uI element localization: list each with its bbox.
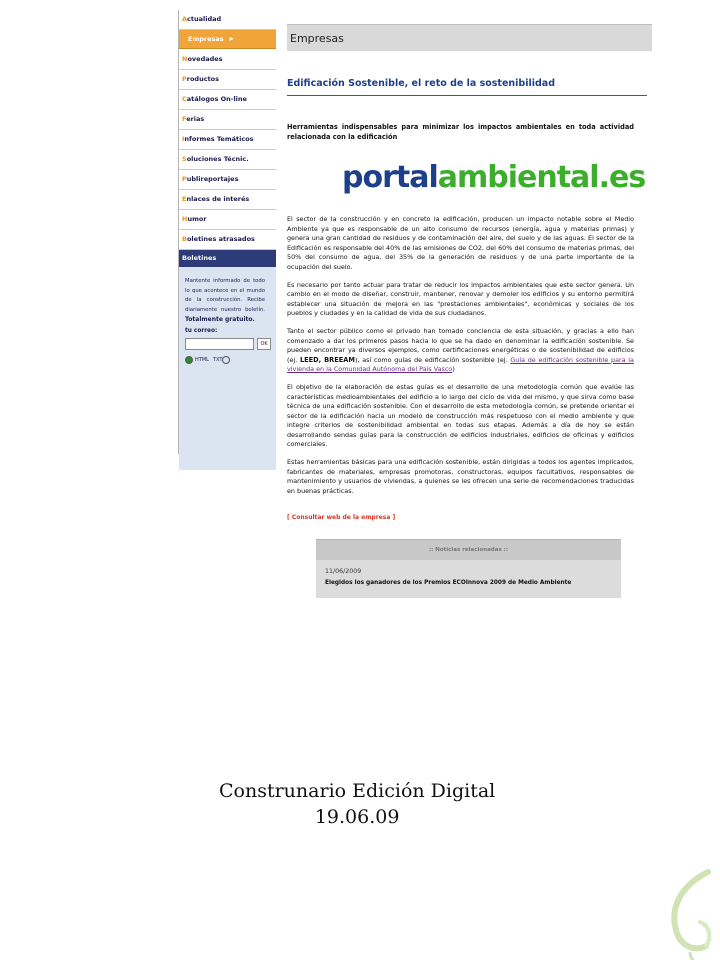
footer-title: Construnario Edición Digital <box>219 780 496 802</box>
nav-mark: P <box>182 175 187 183</box>
newsletter-title: Boletines <box>179 250 276 267</box>
ok-button[interactable]: OK <box>257 338 271 350</box>
sidebar-item-humor[interactable] <box>179 210 276 230</box>
footer-date: 19.06.09 <box>314 806 400 828</box>
nav-label: roductos <box>186 75 220 83</box>
footer-caption <box>219 778 495 830</box>
nav-label: oletines atrasados <box>186 235 255 243</box>
related-news-box <box>316 539 621 598</box>
page-title: Empresas <box>287 24 652 51</box>
arrow-right-icon: ▸ <box>229 34 234 43</box>
newsletter-free-note: Totalmente gratuito. <box>185 316 255 323</box>
article-title: Edificación Sostenible, el reto de la sostenibilidad <box>287 78 647 96</box>
logo-part-ambiental: ambiental.es <box>437 160 646 195</box>
sidebar-item-publireportajes[interactable] <box>179 170 276 190</box>
sidebar <box>178 10 276 454</box>
sidebar-item-enlaces[interactable] <box>179 190 276 210</box>
html-label: HTML <box>195 356 209 363</box>
news-date: 11/06/2009 <box>325 568 362 576</box>
portalambiental-logo <box>342 160 652 195</box>
related-news-header: :: Noticias relacionadas :: <box>316 540 621 560</box>
guia-link[interactable]: Guía de edificación sostenible para la vivienda en la Comunidad Autónoma del País Vasco <box>287 355 634 374</box>
sidebar-nav <box>179 10 276 250</box>
nav-mark: F <box>182 115 187 123</box>
article-paragraph-4: El objetivo de la elaboración de estas guías es el desarrollo de una metodología común que evalúe las características medioambientales del edificio a lo largo del ciclo de vida del mismo, y que sirva como base técnica de una edificación sostenible. Con el desarrollo de esta metodología común, se pretende orientar el sector de la edificación hacia un modelo de construcción más respetuoso con el medio ambiente y que integre criterios de sostenibilidad ambiental en todas sus etapas. Además a día de hoy se están desarrollando sendas guías para la construcción de edificios industriales, edificios de oficinas y edificios comerciales. <box>287 382 634 449</box>
article-paragraph-3 <box>287 327 634 375</box>
newsletter-panel <box>179 267 276 470</box>
txt-label: TXT <box>212 356 223 363</box>
nav-mark: B <box>182 235 187 243</box>
sidebar-item-catalogos[interactable] <box>179 90 276 110</box>
sidebar-item-productos[interactable] <box>179 70 276 90</box>
article-paragraph-5: Estas herramientas básicas para una edificación sostenible, están dirigidas a todos los agentes implicados, fabricantes de materiales, empresas promotoras, constructoras, equipos facultativos, responsables de mantenimiento y usuarios de viviendas, a quienes se les ofrecen una serie de recomendaciones traducidas en buenas prácticas. <box>287 458 634 495</box>
sidebar-item-informes[interactable] <box>179 130 276 150</box>
newsletter-description: Mantente informado de todo lo que acontece en el mundo de la construcción. Recibe diariamente nuestro boletín. <box>185 278 265 313</box>
paragraph-3-bold: LEED, BREEAM <box>299 355 355 364</box>
nav-label: ublireportajes <box>186 175 239 183</box>
logo-part-portal: portal <box>342 160 438 195</box>
nav-label: nlaces de interés <box>186 195 250 203</box>
nav-mark: S <box>182 155 187 163</box>
main-content <box>287 24 652 598</box>
consult-company-link[interactable]: [ Consultar web de la empresa ] <box>287 514 396 522</box>
nav-label: Empresas <box>188 35 224 43</box>
format-options <box>185 356 271 364</box>
nav-label: umor <box>187 215 207 223</box>
nav-label: oluciones Técnic. <box>186 155 249 163</box>
nav-label: ovedades <box>187 55 223 63</box>
newsletter-text <box>185 277 265 326</box>
leaf-decoration-icon <box>660 868 720 960</box>
nav-mark: A <box>182 15 188 23</box>
nav-mark: E <box>182 195 187 203</box>
email-row <box>185 338 271 350</box>
news-item-link[interactable]: Elegidos los ganadores de los Premios ECOInnova 2009 de Medio Ambiente <box>325 580 572 587</box>
email-input[interactable] <box>185 338 254 350</box>
nav-label: erias <box>186 115 205 123</box>
sidebar-item-soluciones[interactable] <box>179 150 276 170</box>
sidebar-item-empresas[interactable] <box>179 30 276 49</box>
nav-label: ctualidad <box>187 15 222 23</box>
txt-radio[interactable] <box>222 356 230 364</box>
sidebar-item-actualidad[interactable] <box>179 10 276 30</box>
article-paragraph-1: El sector de la construcción y en concreto la edificación, producen un impacto notable sobre el Medio Ambiente ya que es responsable de un alto consumo de recursos (energía, agua y materias primas) y genera una gran cantidad de residuos y de contaminación del aire, del suelo y de las aguas. El sector de la Edificación es responsable del 40% de las emisiones de CO2, del 60% del consumo de materias primas, del 50% del consumo de agua, del 35% de la generación de residuos y de una parte importante de la ocupación del suelo. <box>287 215 634 271</box>
nav-mark: C <box>182 95 187 103</box>
paragraph-3-text-a: Tanto el sector público como el privado han tomado conciencia de esta situación, y gracias a ello han comenzado a dar los primeros pasos hacia lo que se ha dado en denominar la edificación sostenible. Se pueden encontrar ya diversos ejemplos, como certificaciones energéticas o de sostenibilidad de edificios (ej. <box>287 326 634 364</box>
sidebar-item-boletines-atrasados[interactable] <box>179 230 276 250</box>
nav-label: atálogos On-line <box>186 95 247 103</box>
nav-mark: H <box>182 215 188 223</box>
paragraph-3-text-d: ) <box>452 365 455 374</box>
article-paragraph-2: Es necesario por tanto actuar para tratar de reducir los impactos ambientales que este sector genera. Un cambio en el modo de diseñar, construir, mantener, renovar y demoler los edificios y su entorno permitirá establecer una situación de mejora en las "prestaciones ambientales", económicas y sociales de los pueblos y ciudades y en la calidad de vida de sus ciudadanos. <box>287 280 634 318</box>
nav-mark: I <box>182 135 185 143</box>
sidebar-item-ferias[interactable] <box>179 110 276 130</box>
article-intro: Herramientas indispensables para minimizar los impactos ambientales en toda actividad relacionada con la edificación <box>287 123 634 141</box>
html-radio[interactable] <box>185 356 193 364</box>
paragraph-3-text-c: ), así como guías de edificación sostenible (ej. <box>354 355 508 364</box>
email-label: tu correo: <box>185 327 218 334</box>
nav-label: nformes Temáticos <box>184 135 254 143</box>
nav-mark: N <box>182 55 188 63</box>
sidebar-item-novedades[interactable] <box>179 50 276 70</box>
nav-mark: P <box>182 75 187 83</box>
